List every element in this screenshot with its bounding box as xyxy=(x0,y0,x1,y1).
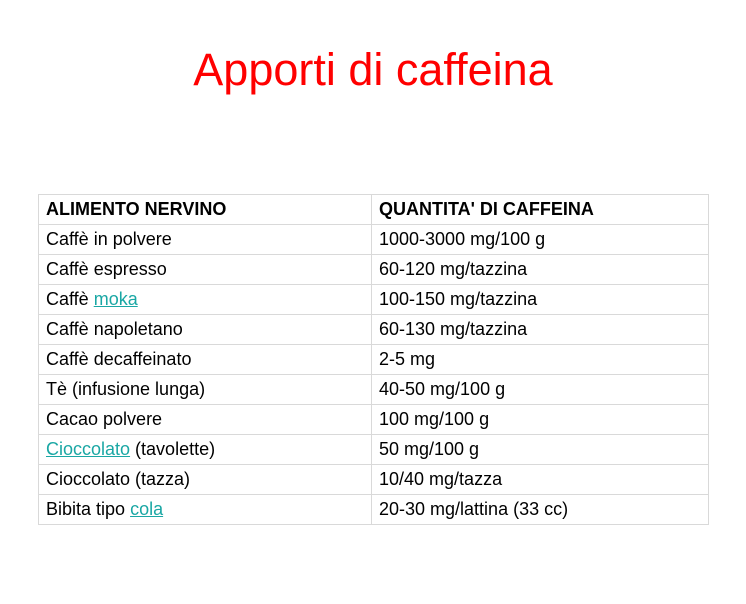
food-cell: Tè (infusione lunga) xyxy=(39,375,372,405)
quantity-cell: 50 mg/100 g xyxy=(372,435,709,465)
page-title: Apporti di caffeina xyxy=(193,44,553,95)
table-row xyxy=(39,315,709,345)
table-row xyxy=(39,435,709,465)
table-row xyxy=(39,345,709,375)
cioccolato-link[interactable]: Cioccolato xyxy=(46,439,131,459)
table-row xyxy=(39,225,709,255)
quantity-cell: 100-150 mg/tazzina xyxy=(372,285,709,315)
food-cell: Bibita tipo cola xyxy=(39,495,372,525)
quantity-cell: 60-120 mg/tazzina xyxy=(372,255,709,285)
table-row xyxy=(39,465,709,495)
food-cell: Caffè in polvere xyxy=(39,225,372,255)
quantity-cell: 40-50 mg/100 g xyxy=(372,375,709,405)
food-cell: Cioccolato (tavolette) xyxy=(39,435,372,465)
food-cell: Caffè moka xyxy=(39,285,372,315)
food-cell: Cacao polvere xyxy=(39,405,372,435)
table-row xyxy=(39,285,709,315)
slide xyxy=(0,44,746,519)
quantity-cell: 2-5 mg xyxy=(372,345,709,375)
table-header-row xyxy=(39,195,709,225)
quantity-cell: 1000-3000 mg/100 g xyxy=(372,225,709,255)
quantity-cell: 20-30 mg/lattina (33 cc) xyxy=(372,495,709,525)
header-alimento: ALIMENTO NERVINO xyxy=(39,195,372,225)
caffeine-table xyxy=(38,194,709,525)
moka-link[interactable]: moka xyxy=(93,289,138,309)
table-row xyxy=(39,375,709,405)
food-cell: Caffè napoletano xyxy=(39,315,372,345)
quantity-cell: 100 mg/100 g xyxy=(372,405,709,435)
quantity-cell: 10/40 mg/tazza xyxy=(372,465,709,495)
food-cell: Cioccolato (tazza) xyxy=(39,465,372,495)
food-cell: Caffè espresso xyxy=(39,255,372,285)
cola-link[interactable]: cola xyxy=(130,499,164,519)
table-row xyxy=(39,255,709,285)
food-cell: Caffè decaffeinato xyxy=(39,345,372,375)
quantity-cell: 60-130 mg/tazzina xyxy=(372,315,709,345)
table-row xyxy=(39,405,709,435)
header-quantita: QUANTITA' DI CAFFEINA xyxy=(372,195,709,225)
table-row xyxy=(39,495,709,525)
